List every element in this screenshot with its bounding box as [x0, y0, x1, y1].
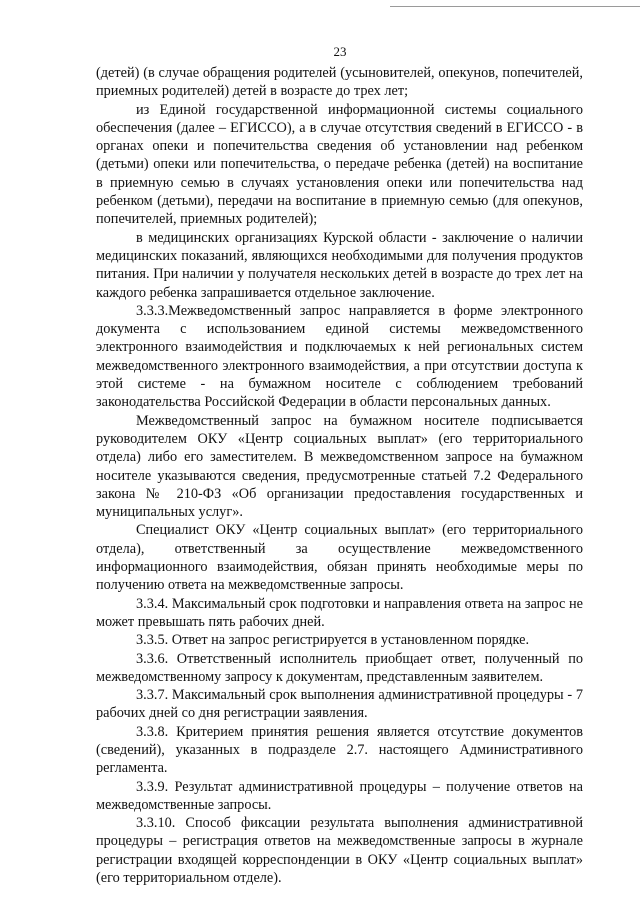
paragraph-3-3-4: 3.3.4. Максимальный срок подготовки и направления ответа на запрос не может превышать пять рабочих дней. — [96, 595, 583, 630]
document-body — [96, 64, 583, 887]
paragraph-3-3-9: 3.3.9. Результат административной процедуры – получение ответов на межведомственные запросы. — [96, 778, 583, 813]
paragraph-3-3-7: 3.3.7. Максимальный срок выполнения административной процедуры - 7 рабочих дней со дня регистрации заявления. — [96, 687, 583, 722]
paragraph-egisso: из Единой государственной информационной системы социального обеспечения (далее – ЕГИССО), а в случае отсутствия сведений в ЕГИССО - в органах опеки и попечительства сведения об установлении над ребенком (детьми) опеки или попечительства, о передаче ребенка (детей) на воспитание в приемную семью в случаях установления опеки или попечительства над ребенком (детьми), передачи на воспитание в приемную семью (для опекунов, попечителей, приемных родителей); — [96, 101, 583, 228]
paragraph-3-3-6: 3.3.6. Ответственный исполнитель приобщает ответ, полученный по межведомственному запросу к документам, представленным заявителем. — [96, 650, 583, 685]
paragraph-paper-request: Межведомственный запрос на бумажном носителе подписывается руководителем ОКУ «Центр социальных выплат» (его территориального отдела) либо его заместителем. В межведомственном запросе на бумажном носителе указываются сведения, предусмотренные статьей 7.2 Федерального закона № 210-ФЗ «Об организации предоставления государственных и муниципальных услуг». — [96, 412, 583, 521]
paragraph-3-3-10: 3.3.10. Способ фиксации результата выполнения административной процедуры – регистрация ответов на межведомственные запросы в журнале регистрации входящей корреспонденции в ОКУ «Центр социальных выплат» (его территориальном отделе). — [96, 815, 583, 887]
paragraph-specialist: Специалист ОКУ «Центр социальных выплат» (его территориального отдела), ответственный за осуществление межведомственного информационного взаимодействия, обязан принять необходимые меры по получению ответа на межведомственные запросы. — [96, 522, 583, 594]
top-scan-rule — [390, 6, 640, 7]
paragraph-continuation: (детей) (в случае обращения родителей (усыновителей, опекунов, попечителей, приемных родителей) детей в возрасте до трех лет; — [96, 65, 583, 100]
paragraph-medical-organizations: в медицинских организациях Курской области - заключение о наличии медицинских показаний, являющихся необходимыми для получения продуктов питания. При наличии у получателя нескольких детей в возрасте до трех лет на каждого ребенка запрашивается отдельное заключение. — [96, 229, 583, 301]
paragraph-3-3-8: 3.3.8. Критерием принятия решения является отсутствие документов (сведений), указанных в подразделе 2.7. настоящего Административного регламента. — [96, 723, 583, 777]
paragraph-3-3-5: 3.3.5. Ответ на запрос регистрируется в установленном порядке. — [136, 632, 530, 649]
page-number: 23 — [333, 44, 347, 59]
paragraph-3-3-3: 3.3.3.Межведомственный запрос направляется в форме электронного документа с использованием единой системы межведомственного электронного взаимодействия и подключаемых к ней региональных систем межведомственного электронного взаимодействия, а при отсутствии доступа к этой системе - на бумажном носителе с соблюдением требований законодательства Российской Федерации в области персональных данных. — [96, 302, 583, 411]
